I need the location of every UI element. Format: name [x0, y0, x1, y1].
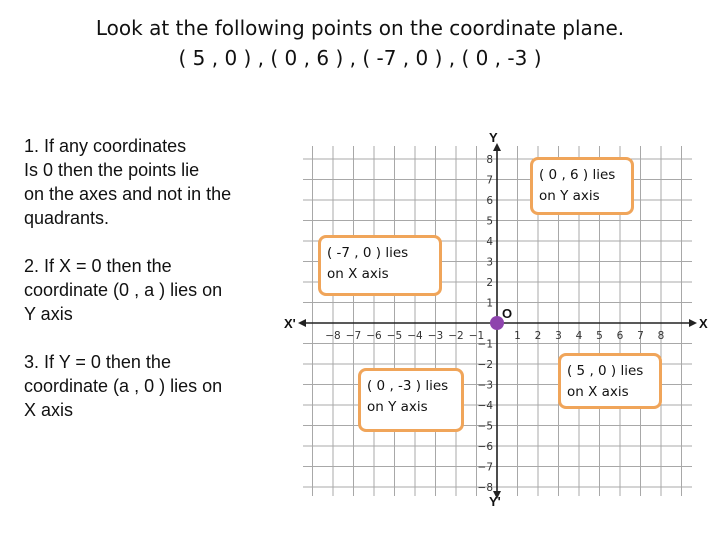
y-tick-label: −8 — [477, 482, 493, 494]
callout-point-0-6: ( 0 , 6 ) lies on Y axis — [530, 157, 634, 215]
x-axis-arrow-left — [298, 319, 306, 327]
y-tick-label: 4 — [486, 236, 493, 248]
y-tick-label: −5 — [477, 420, 493, 433]
x-axis-arrow-right — [689, 319, 697, 327]
y-axis-negative-label: Y' — [489, 494, 501, 509]
y-tick-label: 2 — [486, 277, 493, 289]
y-tick-label: 5 — [486, 215, 493, 228]
x-tick-label: −1 — [468, 330, 485, 342]
y-tick-label: −3 — [477, 379, 493, 392]
y-tick-label: 6 — [486, 195, 493, 207]
x-tick-label: −2 — [448, 330, 464, 342]
x-axis-negative-label: X' — [284, 316, 296, 331]
y-tick-label: −4 — [477, 400, 493, 412]
x-tick-label: −7 — [345, 330, 362, 342]
x-tick-label: 7 — [637, 330, 644, 342]
callout-point-5-0: ( 5 , 0 ) lies on X axis — [558, 353, 662, 409]
x-tick-label: 4 — [575, 330, 583, 342]
note-1: 1. If any coordinates Is 0 then the points lie on the axes and not in the quadrants. — [24, 136, 232, 228]
x-tick-label: −5 — [386, 330, 403, 342]
callout-point-neg7-0: ( -7 , 0 ) lies on X axis — [318, 235, 442, 296]
x-tick-label: 6 — [616, 330, 624, 342]
origin-label: O — [502, 306, 513, 321]
x-tick-label: −3 — [427, 330, 444, 342]
x-axis-label: X — [699, 316, 708, 331]
x-tick-label: −6 — [366, 330, 382, 342]
x-tick-label: −8 — [325, 330, 341, 342]
y-tick-label: −7 — [477, 461, 493, 474]
y-tick-label: 8 — [486, 154, 493, 166]
y-tick-label: −6 — [477, 441, 493, 453]
note-2: 2. If X = 0 then the coordinate (0 , a ) lies on Y axis — [24, 256, 223, 324]
heading-line-1: Look at the following points on the coordinate plane. — [95, 16, 625, 40]
y-axis-label: Y — [489, 130, 498, 145]
x-tick-label: 3 — [555, 330, 562, 342]
y-tick-label: −1 — [477, 338, 493, 351]
y-tick-label: 3 — [486, 256, 493, 269]
note-3: 3. If Y = 0 then the coordinate (a , 0 ) lies on X axis — [24, 352, 223, 420]
callout-point-0-neg3: ( 0 , -3 ) lies on Y axis — [358, 368, 464, 432]
y-tick-label: 7 — [486, 174, 493, 187]
x-tick-label: 1 — [514, 330, 521, 342]
origin-point — [490, 316, 504, 330]
y-tick-label: 1 — [486, 297, 493, 310]
x-tick-label: −4 — [407, 330, 423, 342]
heading-line-2: ( 5 , 0 ) , ( 0 , 6 ) , ( -7 , 0 ) , ( 0 , -3 ) — [178, 46, 542, 70]
x-tick-label: 8 — [657, 330, 665, 342]
x-tick-label: 2 — [534, 330, 542, 342]
x-tick-label: 5 — [596, 330, 603, 342]
y-tick-label: −2 — [477, 359, 493, 371]
